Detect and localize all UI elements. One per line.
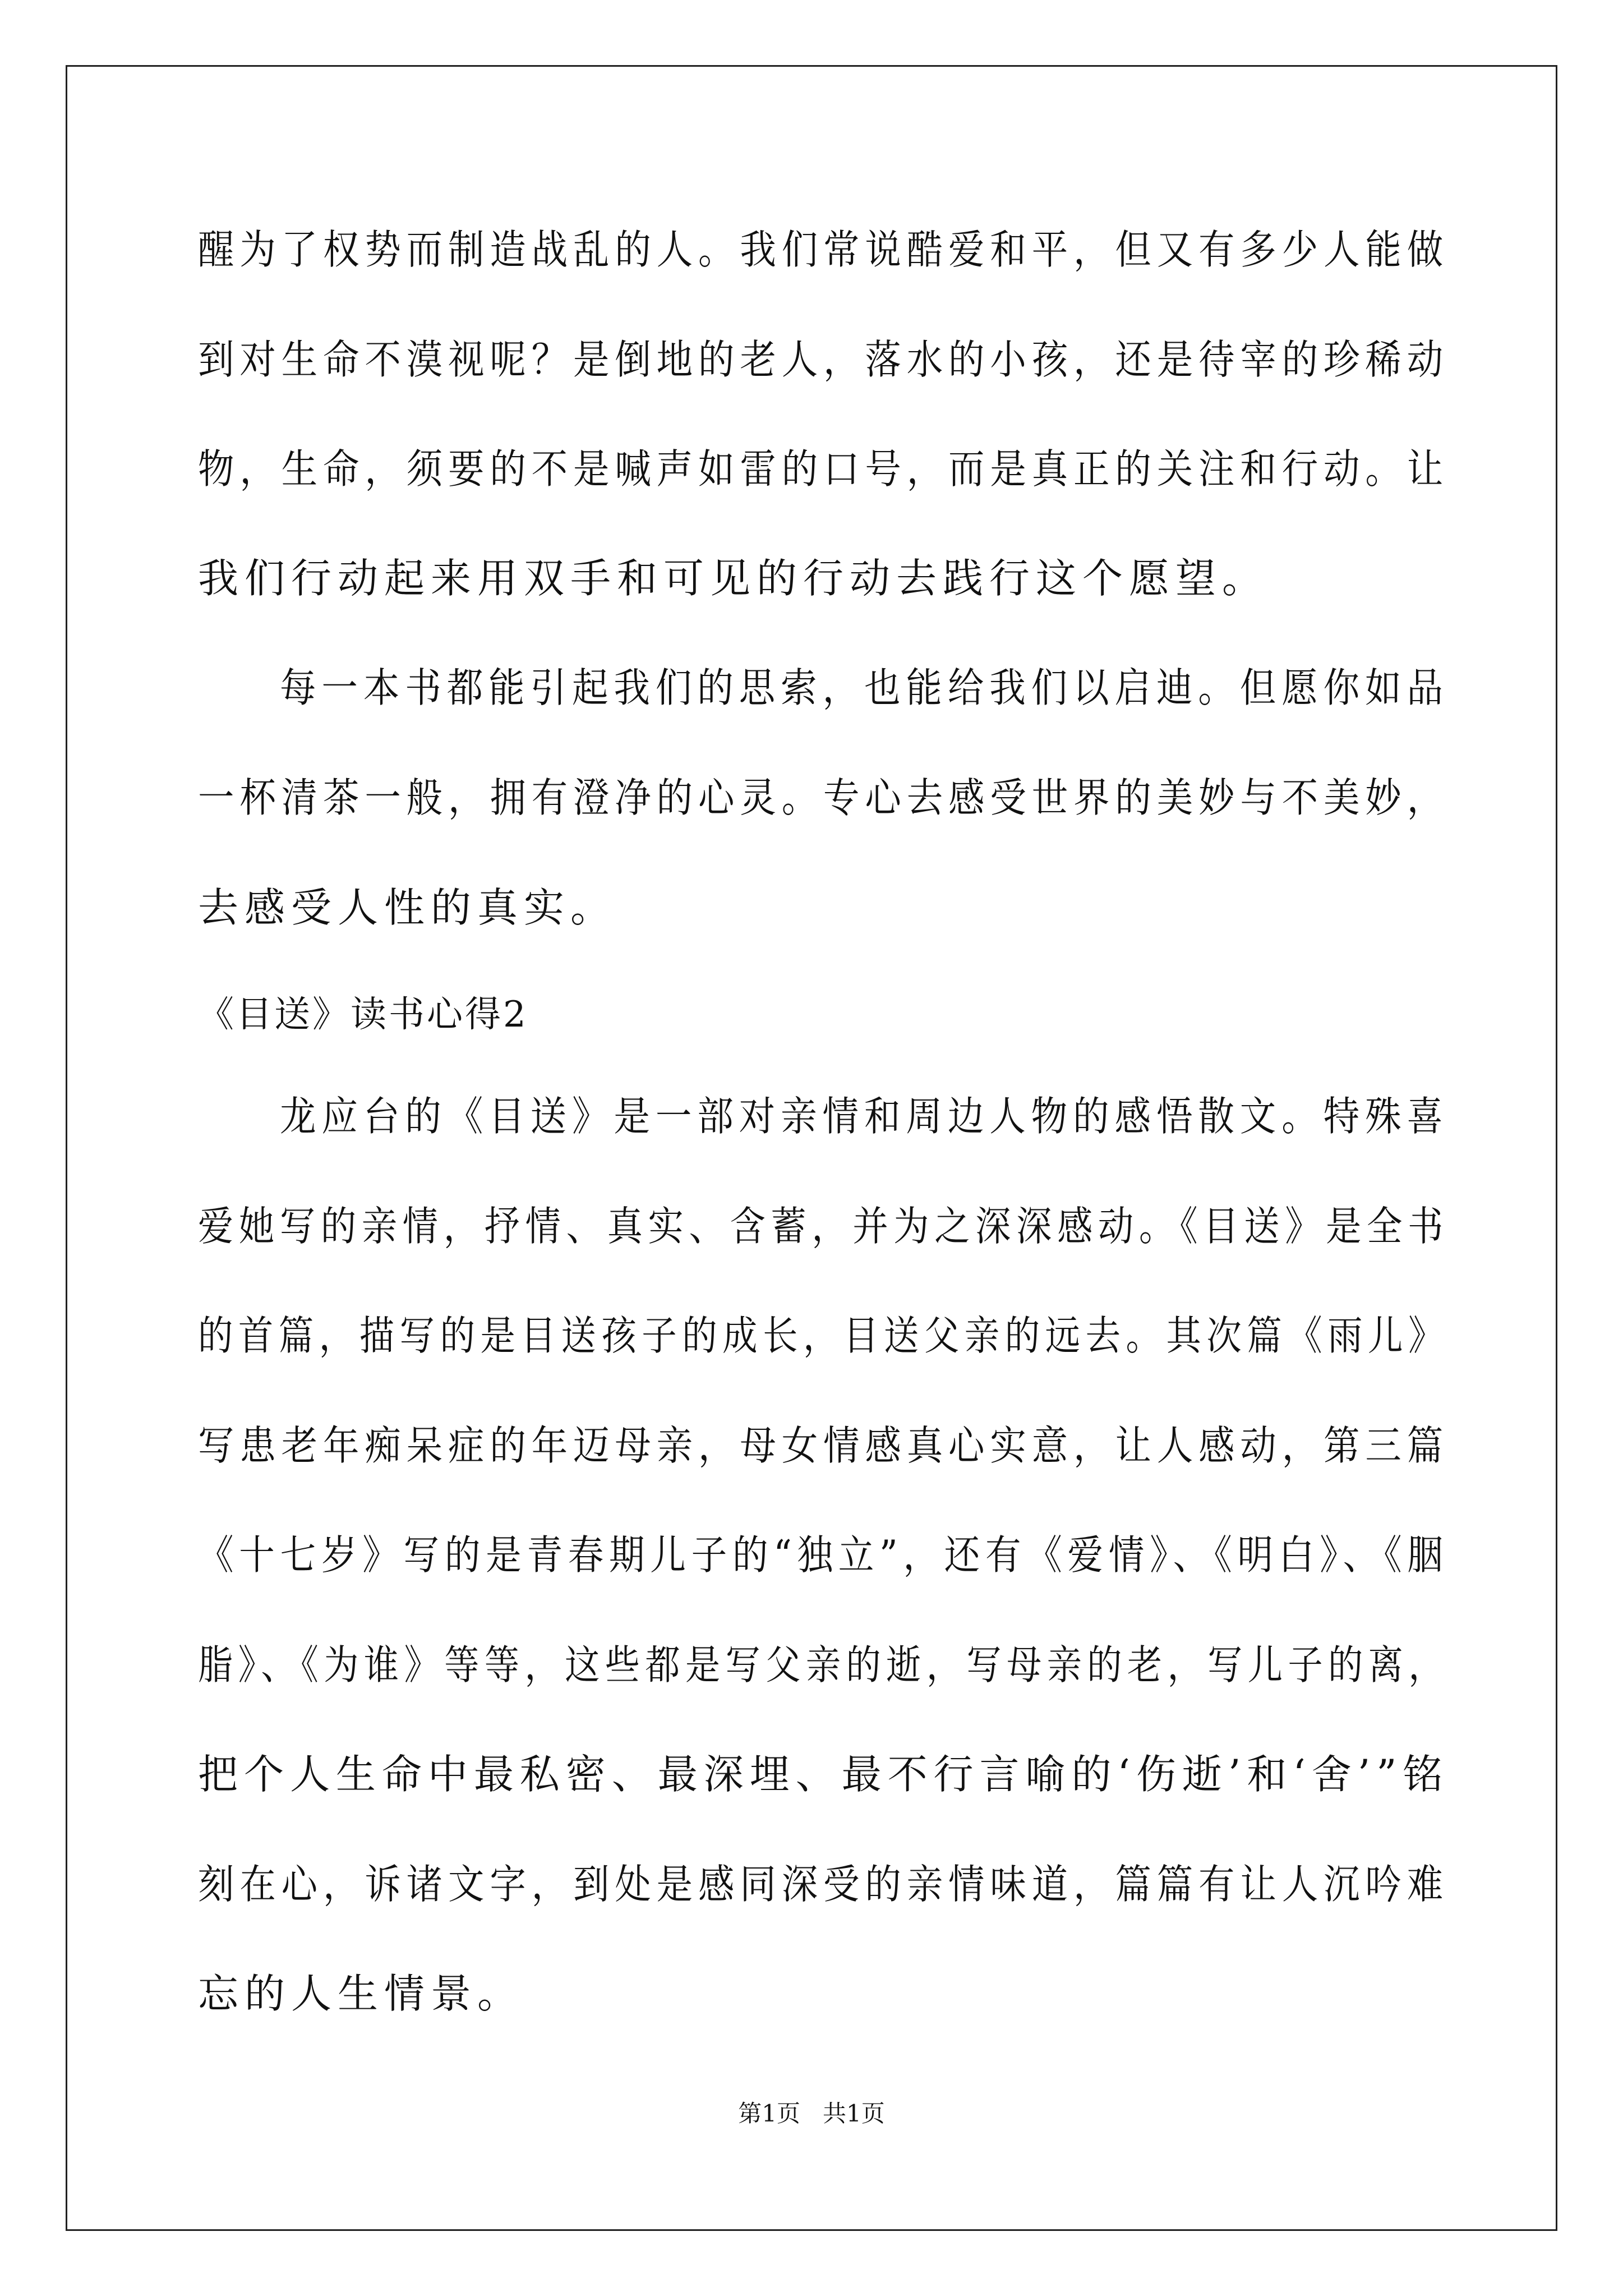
text-line: 到对生命不漠视呢？是倒地的老人，落水的小孩，还是待宰的珍稀动 <box>198 336 1449 383</box>
page-footer: 第1页 共1页 <box>738 2100 885 2127</box>
text-line: 龙应台的《目送》是一部对亲情和周边人物的感悟散文。特殊喜 <box>280 1093 1449 1140</box>
text-line: 《十七岁》写的是青春期儿子的“独立”，还有《爱情》、《明白》、《胭 <box>198 1531 1449 1579</box>
text-line: 脂》、《为谁》等等，这些都是写父亲的逝，写母亲的老，写儿子的离， <box>198 1641 1449 1688</box>
text-line: 把个人生命中最私密、最深埋、最不行言喻的‘伤逝’和‘舍’”铭 <box>198 1751 1449 1798</box>
section-heading: 《目送》读书心得2 <box>198 994 528 1036</box>
text-line: 写患老年痴呆症的年迈母亲，母女情感真心实意，让人感动，第三篇 <box>198 1422 1449 1469</box>
text-line: 我们行动起来用双手和可见的行动去践行这个愿望。 <box>198 555 1269 602</box>
text-line: 刻在心，诉诸文字，到处是感同深受的亲情味道，篇篇有让人沉吟难 <box>198 1861 1449 1908</box>
text-line: 的首篇，描写的是目送孩子的成长，目送父亲的远去。其次篇《雨儿》 <box>198 1312 1449 1359</box>
text-line: 物，生命，须要的不是喊声如雷的口号，而是真正的关注和行动。让 <box>198 445 1449 493</box>
text-line: 去感受人性的真实。 <box>198 884 617 931</box>
text-line: 醒为了权势而制造战乱的人。我们常说酷爱和平，但又有多少人能做 <box>198 226 1449 273</box>
text-line: 爱她写的亲情，抒情、真实、含蓄，并为之深深感动。《目送》是全书 <box>198 1203 1449 1250</box>
text-line: 忘的人生情景。 <box>198 1970 524 2017</box>
text-line: 每一本书都能引起我们的思索，也能给我们以启迪。但愿你如品 <box>280 664 1449 711</box>
text-line: 一杯清茶一般，拥有澄净的心灵。专心去感受世界的美妙与不美妙， <box>198 774 1449 821</box>
